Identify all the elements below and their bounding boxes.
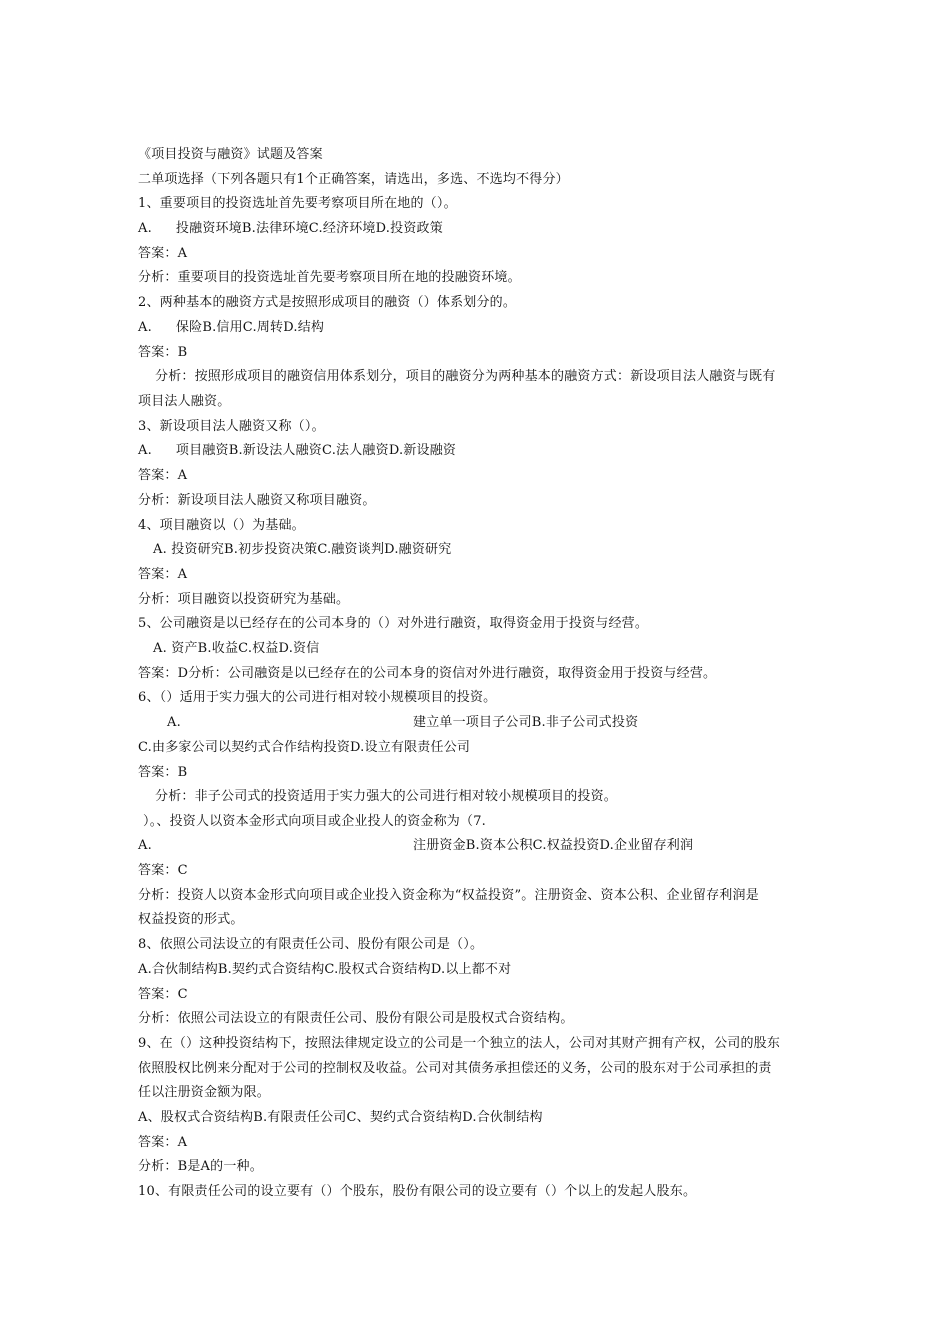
answer-3: 答案：A	[138, 468, 188, 483]
analysis-2-line-1: 分析：按照形成项目的融资信用体系划分，项目的融资分为两种基本的融资方式：新设项目法人融资与既有	[155, 369, 776, 384]
question-2: 2、两种基本的融资方式是按照形成项目的融资（）体系划分的。	[138, 295, 517, 310]
question-7-options: 注册资金B.资本公积C.权益投资D.企业留存利润	[413, 838, 694, 853]
question-7-option-letter: A.	[138, 838, 152, 853]
question-4-options: A. 投资研究B.初步投资决策C.融资谈判D.融资研究	[153, 542, 452, 557]
section-heading: 二单项选择（下列各题只有1个正确答案，请选出，多选、不选均不得分）	[138, 172, 569, 187]
analysis-3: 分析：新设项目法人融资又称项目融资。	[138, 493, 376, 508]
question-2-options	[138, 319, 324, 336]
question-6-options-1: 建立单一项目子公司B.非子公司式投资	[413, 715, 639, 730]
answer-8: 答案：C	[138, 987, 188, 1002]
question-8: 8、依照公司法设立的有限责任公司、股份有限公司是（）。	[138, 937, 484, 952]
question-6-options-2: C.由多家公司以契约式合作结构投资D.设立有限责任公司	[138, 740, 471, 755]
question-1-options	[138, 220, 443, 237]
question-6: 6、（）适用于实力强大的公司进行相对较小规模项目的投资。	[138, 690, 497, 705]
question-3-options	[138, 442, 456, 459]
analysis-2-line-2: 项目法人融资。	[138, 394, 231, 409]
question-6-option-letter: A.	[167, 715, 181, 730]
analysis-9: 分析：B是A的一种。	[138, 1159, 263, 1174]
analysis-4: 分析：项目融资以投资研究为基础。	[138, 592, 350, 607]
question-8-options: A.合伙制结构B.契约式合资结构C.股权式合资结构D.以上都不对	[138, 962, 512, 977]
answer-2: 答案：B	[138, 345, 188, 360]
option-letter: A.	[138, 443, 152, 458]
analysis-6: 分析：非子公司式的投资适用于实力强大的公司进行相对较小规模项目的投资。	[155, 789, 618, 804]
question-5-options: A. 资产B.收益C.权益D.资信	[153, 641, 320, 656]
question-3: 3、新设项目法人融资又称（）。	[138, 419, 325, 434]
option-letter: A.	[138, 221, 152, 236]
question-5: 5、公司融资是以已经存在的公司本身的（）对外进行融资，取得资金用于投资与经营。	[138, 616, 649, 631]
answer-4: 答案：A	[138, 567, 188, 582]
question-9-line-3: 任以注册资金额为限。	[138, 1085, 271, 1100]
question-9-line-2: 依照股权比例来分配对于公司的控制权及收益。公司对其债务承担偿还的义务，公司的股东对于公司承担的责	[138, 1061, 772, 1076]
analysis-7-line-1: 分析：投资人以资本金形式向项目或企业投入资金称为“权益投资”。注册资金、资本公积、企业留存利润是	[138, 888, 759, 903]
question-9-options: A、股权式合资结构B.有限责任公司C、契约式合资结构D.合伙制结构	[138, 1110, 543, 1125]
question-7: ）。、投资人以资本金形式向项目或企业投人的资金称为（7.	[143, 814, 487, 829]
question-4: 4、项目融资以（）为基础。	[138, 518, 305, 533]
options-text: 投融资环境B.法律环境C.经济环境D.投资政策	[175, 221, 443, 236]
analysis-7-line-2: 权益投资的形式。	[138, 912, 244, 927]
options-text: 保险B.信用C.周转D.结构	[175, 320, 325, 335]
analysis-1: 分析：重要项目的投资选址首先要考察项目所在地的投融资环境。	[138, 270, 521, 285]
question-9-line-1: 9、在（）这种投资结构下，按照法律规定设立的公司是一个独立的法人，公司对其财产拥有产权，公司的股东	[138, 1036, 781, 1051]
answer-6: 答案：B	[138, 765, 188, 780]
options-text: 项目融资B.新设法人融资C.法人融资D.新设融资	[175, 443, 457, 458]
answer-9: 答案：A	[138, 1135, 188, 1150]
answer-7: 答案：C	[138, 863, 188, 878]
analysis-8: 分析：依照公司法设立的有限责任公司、股份有限公司是股权式合资结构。	[138, 1011, 574, 1026]
document-title: 《项目投资与融资》试题及答案	[138, 147, 323, 162]
answer-analysis-5: 答案：D分析：公司融资是以已经存在的公司本身的资信对外进行融资，取得资金用于投资与经营。	[138, 666, 717, 681]
question-1: 1、重要项目的投资选址首先要考察项目所在地的（）。	[138, 196, 457, 211]
option-letter: A.	[138, 320, 152, 335]
question-10: 10、有限责任公司的设立要有（）个股东，股份有限公司的设立要有（）个以上的发起人股东。	[138, 1184, 697, 1199]
answer-1: 答案：A	[138, 246, 188, 261]
